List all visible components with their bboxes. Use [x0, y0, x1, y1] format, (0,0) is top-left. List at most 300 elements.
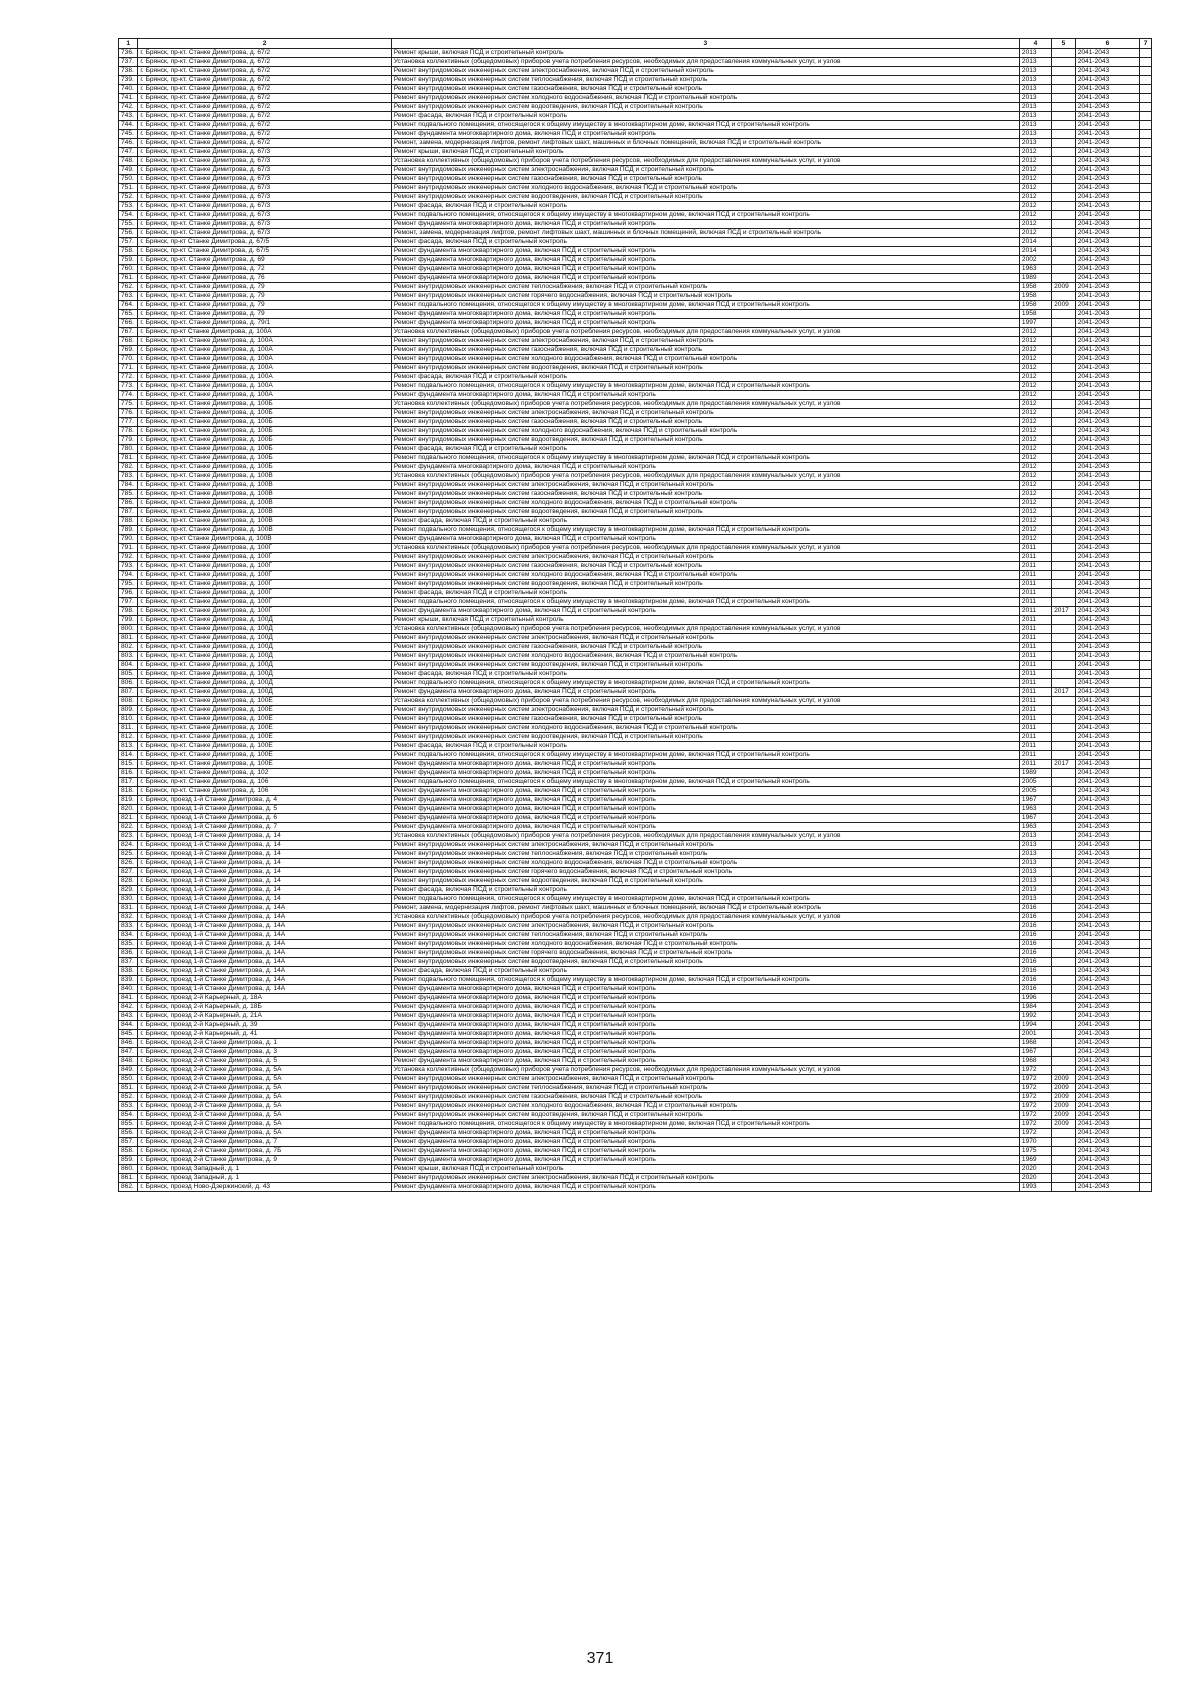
table-row [119, 1012, 1152, 1021]
cell-work-type: Ремонт внутридомовых инженерных систем теплоснабжения, включая ПСД и строительный контроль [391, 1084, 1019, 1093]
cell-build-year: 2012 [1019, 472, 1051, 481]
cell-build-year: 2012 [1019, 373, 1051, 382]
cell-work-type: Ремонт фасада, включая ПСД и строительный контроль [391, 445, 1019, 454]
cell-last-repair-year [1052, 976, 1076, 985]
cell-planned-period: 2041-2043 [1075, 400, 1139, 409]
cell-build-year: 2020 [1019, 1174, 1051, 1183]
cell-planned-period: 2041-2043 [1075, 697, 1139, 706]
cell-planned-period: 2041-2043 [1075, 265, 1139, 274]
cell-planned-period: 2041-2043 [1075, 715, 1139, 724]
cell-row-number: 831. [119, 904, 138, 913]
cell-planned-period: 2041-2043 [1075, 805, 1139, 814]
cell-planned-period: 2041-2043 [1075, 175, 1139, 184]
cell-work-type: Ремонт внутридомовых инженерных систем водоотведения, включая ПСД и строительный контроль [391, 1111, 1019, 1120]
table-row [119, 841, 1152, 850]
cell-last-repair-year [1052, 589, 1076, 598]
cell-last-repair-year: 2017 [1052, 688, 1076, 697]
cell-planned-period: 2041-2043 [1075, 652, 1139, 661]
cell-row-number: 768. [119, 337, 138, 346]
table-row [119, 202, 1152, 211]
cell-row-number: 751. [119, 184, 138, 193]
cell-note [1140, 202, 1152, 211]
cell-work-type: Установка коллективных (общедомовых) приборов учета потребления ресурсов, необходимых для предоставления коммунальных услуг, и узлов [391, 832, 1019, 841]
table-row [119, 688, 1152, 697]
cell-build-year: 2013 [1019, 877, 1051, 886]
cell-address: г. Брянск, пр-кт. Станке Димитрова, д. 67/3 [138, 211, 391, 220]
cell-work-type: Ремонт подвального помещения, относящегося к общему имуществу в многоквартирном доме, включая ПСД и строительный контроль [391, 751, 1019, 760]
cell-row-number: 842. [119, 1003, 138, 1012]
cell-row-number: 858. [119, 1147, 138, 1156]
cell-planned-period: 2041-2043 [1075, 364, 1139, 373]
table-row [119, 652, 1152, 661]
cell-work-type: Ремонт фундамента многоквартирного дома, включая ПСД и строительный контроль [391, 985, 1019, 994]
cell-address: г. Брянск, пр-кт. Станке Димитрова, д. 67/2 [138, 130, 391, 139]
cell-address: г. Брянск, пр-кт Станке Димитрова, д. 67/5 [138, 247, 391, 256]
cell-build-year: 2016 [1019, 976, 1051, 985]
cell-planned-period: 2041-2043 [1075, 769, 1139, 778]
cell-work-type: Ремонт фундамента многоквартирного дома, включая ПСД и строительный контроль [391, 607, 1019, 616]
cell-row-number: 783. [119, 472, 138, 481]
cell-row-number: 756. [119, 229, 138, 238]
cell-address: г. Брянск, пр-кт. Станке Димитрова, д. 100Г [138, 562, 391, 571]
cell-build-year: 2011 [1019, 715, 1051, 724]
cell-build-year: 2011 [1019, 634, 1051, 643]
cell-work-type: Ремонт внутридомовых инженерных систем водоотведения, включая ПСД и строительный контроль [391, 877, 1019, 886]
cell-row-number: 850. [119, 1075, 138, 1084]
cell-note [1140, 256, 1152, 265]
cell-build-year: 2013 [1019, 832, 1051, 841]
table-row [119, 949, 1152, 958]
cell-row-number: 779. [119, 436, 138, 445]
table-row [119, 940, 1152, 949]
cell-planned-period: 2041-2043 [1075, 211, 1139, 220]
cell-address: г. Брянск, пр-кт. Станке Димитрова, д. 67/3 [138, 175, 391, 184]
cell-note [1140, 886, 1152, 895]
cell-note [1140, 283, 1152, 292]
cell-work-type: Ремонт фундамента многоквартирного дома, включая ПСД и строительный контроль [391, 1129, 1019, 1138]
cell-build-year: 2016 [1019, 967, 1051, 976]
table-row [119, 328, 1152, 337]
cell-build-year: 2002 [1019, 256, 1051, 265]
cell-row-number: 812. [119, 733, 138, 742]
cell-planned-period: 2041-2043 [1075, 49, 1139, 58]
cell-row-number: 814. [119, 751, 138, 760]
cell-row-number: 781. [119, 454, 138, 463]
cell-work-type: Ремонт фундамента многоквартирного дома, включая ПСД и строительный контроль [391, 1138, 1019, 1147]
cell-last-repair-year [1052, 733, 1076, 742]
table-row [119, 508, 1152, 517]
cell-row-number: 755. [119, 220, 138, 229]
cell-work-type: Ремонт фундамента многоквартирного дома, включая ПСД и строительный контроль [391, 1012, 1019, 1021]
cell-build-year: 2012 [1019, 220, 1051, 229]
cell-work-type: Ремонт внутридомовых инженерных систем электроснабжения, включая ПСД и строительный контроль [391, 409, 1019, 418]
cell-row-number: 843. [119, 1012, 138, 1021]
cell-note [1140, 1093, 1152, 1102]
cell-last-repair-year: 2009 [1052, 1084, 1076, 1093]
cell-planned-period: 2041-2043 [1075, 625, 1139, 634]
cell-build-year: 2011 [1019, 580, 1051, 589]
cell-build-year: 1972 [1019, 1066, 1051, 1075]
cell-work-type: Ремонт фундамента многоквартирного дома, включая ПСД и строительный контроль [391, 823, 1019, 832]
cell-last-repair-year: 2009 [1052, 1102, 1076, 1111]
cell-address: г. Брянск, пр-кт. Станке Димитрова, д. 100А [138, 382, 391, 391]
cell-last-repair-year [1052, 346, 1076, 355]
cell-address: г. Брянск, пр-кт. Станке Димитрова, д. 69 [138, 256, 391, 265]
cell-planned-period: 2041-2043 [1075, 634, 1139, 643]
cell-build-year: 1984 [1019, 1003, 1051, 1012]
cell-row-number: 828. [119, 877, 138, 886]
cell-work-type: Ремонт фасада, включая ПСД и строительный контроль [391, 517, 1019, 526]
cell-address: г. Брянск, пр-кт. Станке Димитрова, д. 100Д [138, 625, 391, 634]
cell-note [1140, 490, 1152, 499]
cell-row-number: 777. [119, 418, 138, 427]
table-row [119, 418, 1152, 427]
table-row [119, 193, 1152, 202]
cell-address: г. Брянск, пр-кт. Станке Димитрова, д. 100Б [138, 409, 391, 418]
cell-row-number: 760. [119, 265, 138, 274]
cell-build-year: 2012 [1019, 355, 1051, 364]
cell-note [1140, 103, 1152, 112]
cell-address: г. Брянск, проезд 2-й Станке Димитрова, д. 5А [138, 1093, 391, 1102]
cell-build-year: 2013 [1019, 112, 1051, 121]
cell-row-number: 780. [119, 445, 138, 454]
cell-work-type: Ремонт внутридомовых инженерных систем газоснабжения, включая ПСД и строительный контроль [391, 346, 1019, 355]
table-row [119, 1003, 1152, 1012]
cell-note [1140, 787, 1152, 796]
table-row [119, 760, 1152, 769]
cell-note [1140, 526, 1152, 535]
cell-last-repair-year [1052, 1156, 1076, 1165]
table-row [119, 706, 1152, 715]
cell-address: г. Брянск, проезд 2-й Станке Димитрова, д. 9 [138, 1156, 391, 1165]
cell-note [1140, 1156, 1152, 1165]
cell-planned-period: 2041-2043 [1075, 166, 1139, 175]
cell-address: г. Брянск, проезд 1-й Станке Димитрова, д. 14А [138, 976, 391, 985]
cell-row-number: 794. [119, 571, 138, 580]
table-row [119, 823, 1152, 832]
cell-planned-period: 2041-2043 [1075, 841, 1139, 850]
cell-address: г. Брянск, пр-кт. Станке Димитрова, д. 67/2 [138, 67, 391, 76]
cell-last-repair-year [1052, 1183, 1076, 1192]
cell-last-repair-year [1052, 562, 1076, 571]
cell-address: г. Брянск, пр-кт. Станке Димитрова, д. 67/3 [138, 220, 391, 229]
cell-work-type: Ремонт внутридомовых инженерных систем водоотведения, включая ПСД и строительный контроль [391, 364, 1019, 373]
cell-last-repair-year [1052, 967, 1076, 976]
table-header [119, 39, 1152, 49]
table-row [119, 679, 1152, 688]
cell-row-number: 861. [119, 1174, 138, 1183]
cell-row-number: 816. [119, 769, 138, 778]
cell-note [1140, 616, 1152, 625]
cell-work-type: Ремонт внутридомовых инженерных систем газоснабжения, включая ПСД и строительный контроль [391, 175, 1019, 184]
cell-row-number: 840. [119, 985, 138, 994]
cell-address: г. Брянск, пр-кт. Станке Димитрова, д. 100Д [138, 643, 391, 652]
cell-address: г. Брянск, проезд 1-й Станке Димитрова, д. 14А [138, 922, 391, 931]
cell-build-year: 2012 [1019, 400, 1051, 409]
cell-work-type: Ремонт внутридомовых инженерных систем электроснабжения, включая ПСД и строительный контроль [391, 67, 1019, 76]
cell-address: г. Брянск, проезд 2-й Станке Димитрова, д. 5 [138, 1057, 391, 1066]
cell-address: г. Брянск, проезд 2-й Станке Димитрова, д. 7 [138, 1138, 391, 1147]
cell-last-repair-year: 2009 [1052, 1093, 1076, 1102]
cell-last-repair-year [1052, 85, 1076, 94]
cell-last-repair-year [1052, 121, 1076, 130]
cell-row-number: 833. [119, 922, 138, 931]
cell-note [1140, 544, 1152, 553]
table-row [119, 382, 1152, 391]
cell-work-type: Ремонт, замена, модернизация лифтов, ремонт лифтовых шахт, машинных и блочных помещений, включая ПСД и строительный контроль [391, 904, 1019, 913]
table-row [119, 967, 1152, 976]
table-row [119, 580, 1152, 589]
cell-work-type: Установка коллективных (общедомовых) приборов учета потребления ресурсов, необходимых для предоставления коммунальных услуг, и узлов [391, 625, 1019, 634]
cell-row-number: 805. [119, 670, 138, 679]
cell-work-type: Ремонт фундамента многоквартирного дома, включая ПСД и строительный контроль [391, 1003, 1019, 1012]
cell-build-year: 2012 [1019, 463, 1051, 472]
cell-build-year: 2012 [1019, 427, 1051, 436]
table-row [119, 1030, 1152, 1039]
cell-row-number: 770. [119, 355, 138, 364]
cell-note [1140, 184, 1152, 193]
cell-row-number: 738. [119, 67, 138, 76]
cell-planned-period: 2041-2043 [1075, 787, 1139, 796]
cell-note [1140, 706, 1152, 715]
cell-last-repair-year [1052, 679, 1076, 688]
cell-planned-period: 2041-2043 [1075, 112, 1139, 121]
cell-planned-period: 2041-2043 [1075, 1066, 1139, 1075]
cell-row-number: 772. [119, 373, 138, 382]
cell-work-type: Ремонт внутридомовых инженерных систем газоснабжения, включая ПСД и строительный контроль [391, 490, 1019, 499]
cell-last-repair-year [1052, 652, 1076, 661]
cell-planned-period: 2041-2043 [1075, 778, 1139, 787]
cell-last-repair-year [1052, 166, 1076, 175]
cell-row-number: 851. [119, 1084, 138, 1093]
cell-row-number: 786. [119, 499, 138, 508]
cell-note [1140, 148, 1152, 157]
cell-note [1140, 976, 1152, 985]
page-number: 371 [586, 1650, 614, 1667]
table-row [119, 616, 1152, 625]
cell-build-year: 2012 [1019, 508, 1051, 517]
table-row [119, 985, 1152, 994]
cell-note [1140, 319, 1152, 328]
cell-last-repair-year [1052, 427, 1076, 436]
table-row [119, 832, 1152, 841]
cell-work-type: Ремонт внутридомовых инженерных систем электроснабжения, включая ПСД и строительный контроль [391, 481, 1019, 490]
cell-build-year: 2012 [1019, 328, 1051, 337]
table-row [119, 1120, 1152, 1129]
cell-address: г. Брянск, пр-кт. Станке Димитрова, д. 67/2 [138, 112, 391, 121]
cell-last-repair-year [1052, 895, 1076, 904]
cell-last-repair-year [1052, 814, 1076, 823]
cell-address: г. Брянск, пр-кт. Станке Димитрова, д. 67/3 [138, 193, 391, 202]
table-row [119, 859, 1152, 868]
cell-build-year: 2012 [1019, 409, 1051, 418]
cell-build-year: 2011 [1019, 562, 1051, 571]
cell-last-repair-year [1052, 787, 1076, 796]
cell-note [1140, 85, 1152, 94]
cell-build-year: 2013 [1019, 94, 1051, 103]
cell-planned-period: 2041-2043 [1075, 301, 1139, 310]
cell-row-number: 778. [119, 427, 138, 436]
cell-note [1140, 94, 1152, 103]
cell-address: г. Брянск, пр-кт. Станке Димитрова, д. 100Е [138, 697, 391, 706]
cell-work-type: Ремонт фундамента многоквартирного дома, включая ПСД и строительный контроль [391, 1048, 1019, 1057]
cell-work-type: Ремонт фундамента многоквартирного дома, включая ПСД и строительный контроль [391, 247, 1019, 256]
cell-row-number: 844. [119, 1021, 138, 1030]
cell-build-year: 2016 [1019, 913, 1051, 922]
cell-address: г. Брянск, пр-кт. Станке Димитрова, д. 106 [138, 778, 391, 787]
cell-address: г. Брянск, проезд Ново-Дзержинский, д. 43 [138, 1183, 391, 1192]
cell-last-repair-year [1052, 724, 1076, 733]
cell-row-number: 810. [119, 715, 138, 724]
cell-build-year: 2012 [1019, 202, 1051, 211]
cell-row-number: 793. [119, 562, 138, 571]
cell-row-number: 821. [119, 814, 138, 823]
cell-planned-period: 2041-2043 [1075, 472, 1139, 481]
cell-planned-period: 2041-2043 [1075, 931, 1139, 940]
cell-row-number: 839. [119, 976, 138, 985]
cell-build-year: 1967 [1019, 1048, 1051, 1057]
table-row [119, 67, 1152, 76]
cell-note [1140, 409, 1152, 418]
cell-planned-period: 2041-2043 [1075, 643, 1139, 652]
cell-planned-period: 2041-2043 [1075, 328, 1139, 337]
cell-work-type: Ремонт внутридомовых инженерных систем теплоснабжения, включая ПСД и строительный контроль [391, 931, 1019, 940]
cell-build-year: 2011 [1019, 553, 1051, 562]
cell-row-number: 796. [119, 589, 138, 598]
cell-build-year: 2013 [1019, 67, 1051, 76]
cell-row-number: 757. [119, 238, 138, 247]
cell-note [1140, 328, 1152, 337]
cell-address: г. Брянск, пр-кт Станке Димитрова, д. 100В [138, 535, 391, 544]
cell-last-repair-year [1052, 985, 1076, 994]
cell-address: г. Брянск, проезд 1-й Станке Димитрова, д. 4 [138, 796, 391, 805]
cell-planned-period: 2041-2043 [1075, 949, 1139, 958]
cell-last-repair-year [1052, 400, 1076, 409]
table-row [119, 301, 1152, 310]
cell-last-repair-year [1052, 184, 1076, 193]
cell-address: г. Брянск, пр-кт. Станке Димитрова, д. 76 [138, 274, 391, 283]
cell-planned-period: 2041-2043 [1075, 76, 1139, 85]
table-row [119, 49, 1152, 58]
cell-last-repair-year [1052, 949, 1076, 958]
cell-build-year: 2016 [1019, 985, 1051, 994]
cell-row-number: 791. [119, 544, 138, 553]
table-row [119, 904, 1152, 913]
cell-planned-period: 2041-2043 [1075, 283, 1139, 292]
cell-build-year: 2013 [1019, 85, 1051, 94]
cell-work-type: Ремонт фундамента многоквартирного дома, включая ПСД и строительный контроль [391, 391, 1019, 400]
table-row [119, 1138, 1152, 1147]
cell-address: г. Брянск, пр-кт. Станке Димитрова, д. 72 [138, 265, 391, 274]
cell-last-repair-year [1052, 238, 1076, 247]
cell-work-type: Ремонт внутридомовых инженерных систем электроснабжения, включая ПСД и строительный контроль [391, 1075, 1019, 1084]
cell-build-year: 1967 [1019, 796, 1051, 805]
cell-build-year: 1968 [1019, 1057, 1051, 1066]
cell-note [1140, 832, 1152, 841]
cell-last-repair-year: 2017 [1052, 760, 1076, 769]
cell-build-year: 1997 [1019, 319, 1051, 328]
cell-last-repair-year [1052, 922, 1076, 931]
cell-planned-period: 2041-2043 [1075, 940, 1139, 949]
cell-planned-period: 2041-2043 [1075, 1075, 1139, 1084]
cell-last-repair-year [1052, 229, 1076, 238]
table-row [119, 697, 1152, 706]
cell-work-type: Ремонт, замена, модернизация лифтов, ремонт лифтовых шахт, машинных и блочных помещений, включая ПСД и строительный контроль [391, 139, 1019, 148]
cell-last-repair-year [1052, 445, 1076, 454]
cell-note [1140, 292, 1152, 301]
cell-work-type: Ремонт подвального помещения, относящегося к общему имуществу в многоквартирном доме, включая ПСД и строительный контроль [391, 454, 1019, 463]
cell-note [1140, 868, 1152, 877]
cell-note [1140, 1003, 1152, 1012]
cell-planned-period: 2041-2043 [1075, 868, 1139, 877]
cell-planned-period: 2041-2043 [1075, 436, 1139, 445]
cell-last-repair-year [1052, 490, 1076, 499]
cell-build-year: 2011 [1019, 706, 1051, 715]
table-row [119, 76, 1152, 85]
cell-build-year: 1992 [1019, 1012, 1051, 1021]
cell-address: г. Брянск, пр-кт. Станке Димитрова, д. 100А [138, 355, 391, 364]
table-row [119, 58, 1152, 67]
cell-note [1140, 463, 1152, 472]
cell-note [1140, 229, 1152, 238]
cell-planned-period: 2041-2043 [1075, 958, 1139, 967]
cell-work-type: Ремонт внутридомовых инженерных систем газоснабжения, включая ПСД и строительный контроль [391, 562, 1019, 571]
cell-note [1140, 1147, 1152, 1156]
cell-planned-period: 2041-2043 [1075, 895, 1139, 904]
table-row [119, 661, 1152, 670]
cell-planned-period: 2041-2043 [1075, 760, 1139, 769]
cell-build-year: 1967 [1019, 814, 1051, 823]
cell-address: г. Брянск, проезд 2-й Станке Димитрова, д. 5А [138, 1111, 391, 1120]
table-row [119, 427, 1152, 436]
table-row [119, 454, 1152, 463]
cell-address: г. Брянск, проезд 2-й Станке Димитрова, д. 1 [138, 1039, 391, 1048]
cell-build-year: 2005 [1019, 787, 1051, 796]
cell-work-type: Ремонт фундамента многоквартирного дома, включая ПСД и строительный контроль [391, 1147, 1019, 1156]
cell-planned-period: 2041-2043 [1075, 526, 1139, 535]
cell-planned-period: 2041-2043 [1075, 247, 1139, 256]
cell-row-number: 801. [119, 634, 138, 643]
cell-address: г. Брянск, пр-кт. Станке Димитрова, д. 100Б [138, 445, 391, 454]
table-row [119, 724, 1152, 733]
cell-note [1140, 1012, 1152, 1021]
cell-address: г. Брянск, пр-кт. Станке Димитрова, д. 100Е [138, 706, 391, 715]
cell-planned-period: 2041-2043 [1075, 256, 1139, 265]
table-row [119, 364, 1152, 373]
cell-note [1140, 643, 1152, 652]
cell-address: г. Брянск, пр-кт. Станке Димитрова, д. 67/3 [138, 148, 391, 157]
cell-planned-period: 2041-2043 [1075, 391, 1139, 400]
table-row [119, 751, 1152, 760]
cell-last-repair-year [1052, 508, 1076, 517]
table-row [119, 1048, 1152, 1057]
cell-note [1140, 1030, 1152, 1039]
cell-last-repair-year [1052, 850, 1076, 859]
table-row [119, 274, 1152, 283]
cell-work-type: Ремонт подвального помещения, относящегося к общему имуществу в многоквартирном доме, включая ПСД и строительный контроль [391, 679, 1019, 688]
cell-note [1140, 175, 1152, 184]
cell-last-repair-year [1052, 706, 1076, 715]
cell-last-repair-year [1052, 616, 1076, 625]
cell-work-type: Установка коллективных (общедомовых) приборов учета потребления ресурсов, необходимых для предоставления коммунальных услуг, и узлов [391, 1066, 1019, 1075]
cell-row-number: 789. [119, 526, 138, 535]
cell-note [1140, 418, 1152, 427]
cell-build-year: 2011 [1019, 760, 1051, 769]
cell-row-number: 848. [119, 1057, 138, 1066]
cell-work-type: Ремонт внутридомовых инженерных систем холодного водоснабжения, включая ПСД и строительный контроль [391, 571, 1019, 580]
cell-row-number: 753. [119, 202, 138, 211]
cell-row-number: 852. [119, 1093, 138, 1102]
